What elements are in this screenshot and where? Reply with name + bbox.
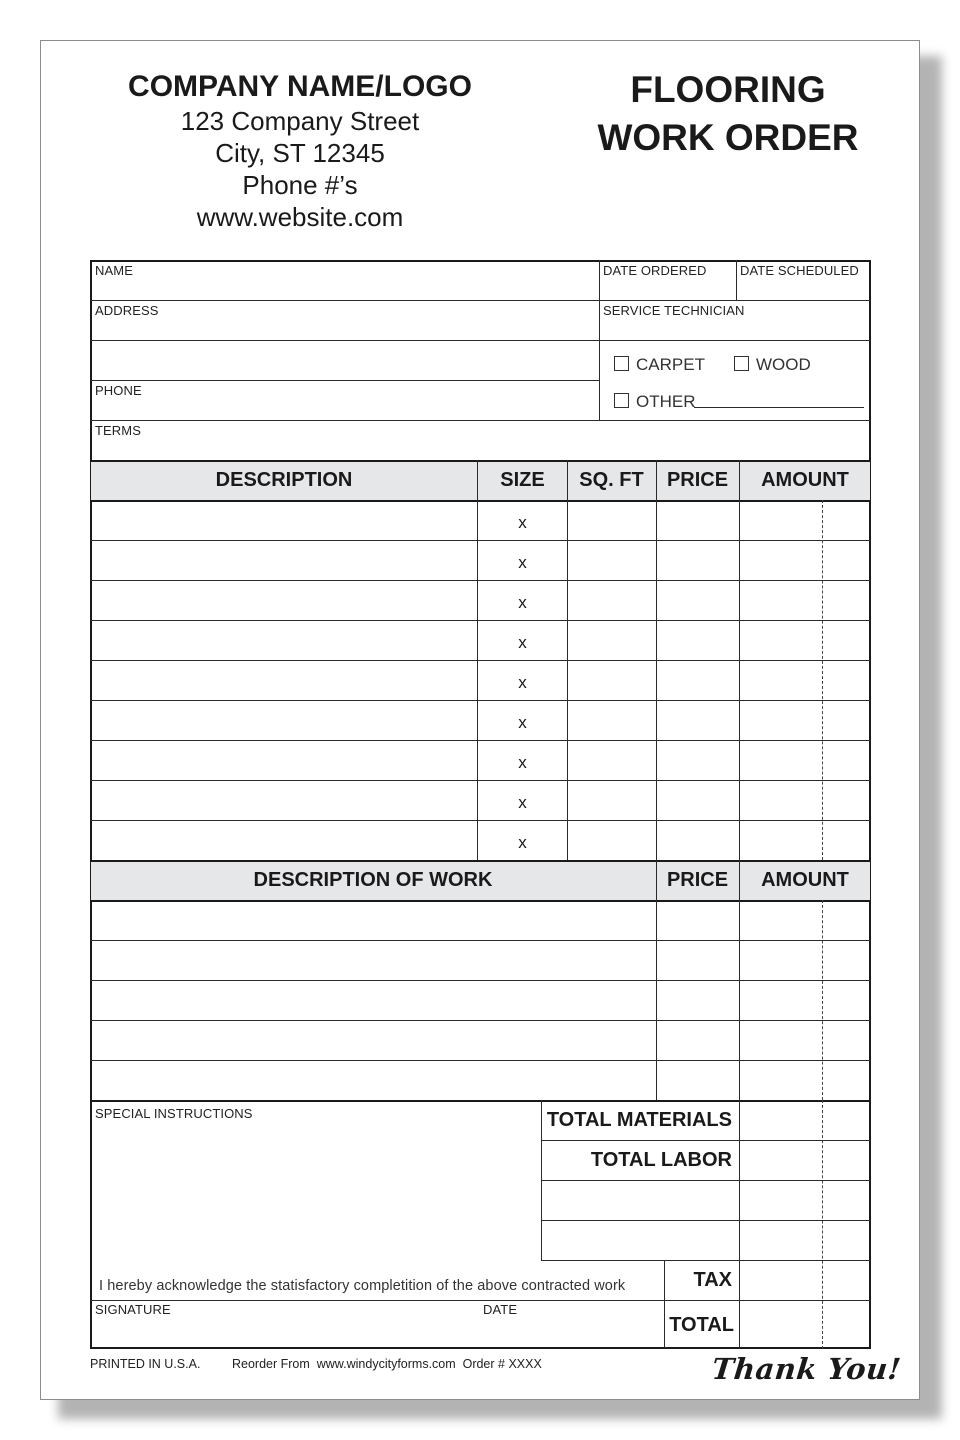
divider xyxy=(541,1180,871,1181)
size-x-mark: x xyxy=(518,673,527,692)
cents-divider xyxy=(822,500,823,860)
date-ordered-label: DATE ORDERED xyxy=(603,263,707,278)
cents-divider xyxy=(822,900,823,1100)
divider xyxy=(541,1260,871,1261)
divider xyxy=(90,900,871,902)
divider xyxy=(90,380,600,381)
other-label: OTHER xyxy=(636,392,696,411)
wood-label: WOOD xyxy=(756,355,811,374)
size-x-mark: x xyxy=(518,633,527,652)
divider xyxy=(599,260,600,420)
signature-label: SIGNATURE xyxy=(95,1302,171,1317)
thank-you-text: Thank You! xyxy=(710,1352,903,1386)
other-checkbox[interactable] xyxy=(614,393,629,408)
size-header: SIZE xyxy=(500,469,545,491)
table-row[interactable] xyxy=(90,980,871,981)
work-amount-header: AMOUNT xyxy=(761,869,849,891)
special-instructions-label: SPECIAL INSTRUCTIONS xyxy=(95,1106,253,1121)
company-website: www.website.com xyxy=(196,202,404,232)
size-x-mark: x xyxy=(518,833,527,852)
wood-checkbox[interactable] xyxy=(734,356,749,371)
size-x-mark: x xyxy=(518,513,527,532)
column-divider xyxy=(656,860,657,1100)
company-name: COMPANY NAME/LOGO xyxy=(128,70,472,103)
divider xyxy=(90,1300,871,1301)
reorder-info: Reorder From www.windycityforms.com Order # XXXX xyxy=(232,1357,542,1371)
address-label: ADDRESS xyxy=(95,303,159,318)
divider xyxy=(90,1100,871,1102)
size-x-mark: x xyxy=(518,793,527,812)
divider xyxy=(541,1140,871,1141)
form-title-line1: FLOORING xyxy=(630,69,826,110)
table-row[interactable] xyxy=(90,1020,871,1021)
printed-in-usa: PRINTED IN U.S.A. xyxy=(90,1357,201,1371)
form-title-line2: WORK ORDER xyxy=(597,117,859,158)
company-street: 123 Company Street xyxy=(180,106,420,136)
cents-divider xyxy=(822,1100,823,1349)
column-divider xyxy=(656,460,657,860)
total-materials-label: TOTAL MATERIALS xyxy=(546,1109,732,1131)
tax-label: TAX xyxy=(693,1269,732,1291)
carpet-label: CARPET xyxy=(636,355,705,374)
carpet-checkbox[interactable] xyxy=(614,356,629,371)
company-phone: Phone #’s xyxy=(242,170,358,200)
other-write-line[interactable] xyxy=(694,407,864,408)
total-label: TOTAL xyxy=(669,1314,734,1336)
work-description-header: DESCRIPTION OF WORK xyxy=(253,869,493,891)
date-scheduled-label: DATE SCHEDULED xyxy=(740,263,859,278)
divider xyxy=(90,340,871,341)
total-labor-label: TOTAL LABOR xyxy=(590,1149,732,1171)
description-header: DESCRIPTION xyxy=(215,469,353,491)
sqft-header: SQ. FT xyxy=(579,469,644,491)
date-label: DATE xyxy=(483,1302,518,1317)
column-divider xyxy=(739,860,740,1100)
acknowledgement-text: I hereby acknowledge the statisfactory completition of the above contracted work xyxy=(99,1278,626,1294)
name-label: NAME xyxy=(95,263,133,278)
form-title xyxy=(560,66,896,162)
size-x-mark: x xyxy=(518,753,527,772)
column-divider xyxy=(567,460,568,860)
price-header: PRICE xyxy=(666,469,729,491)
company-city: City, ST 12345 xyxy=(215,138,385,168)
size-x-mark: x xyxy=(518,713,527,732)
phone-label: PHONE xyxy=(95,383,142,398)
size-x-mark: x xyxy=(518,593,527,612)
size-x-mark: x xyxy=(518,553,527,572)
table-row[interactable] xyxy=(90,940,871,941)
terms-label: TERMS xyxy=(95,423,141,438)
amount-header: AMOUNT xyxy=(761,469,849,491)
column-divider xyxy=(739,1100,740,1349)
column-divider xyxy=(739,460,740,860)
divider xyxy=(90,300,871,301)
service-technician-label: SERVICE TECHNICIAN xyxy=(603,303,745,318)
divider xyxy=(541,1220,871,1221)
divider xyxy=(90,420,871,421)
divider xyxy=(736,260,737,300)
table-row[interactable] xyxy=(90,1060,871,1061)
work-price-header: PRICE xyxy=(666,869,729,891)
